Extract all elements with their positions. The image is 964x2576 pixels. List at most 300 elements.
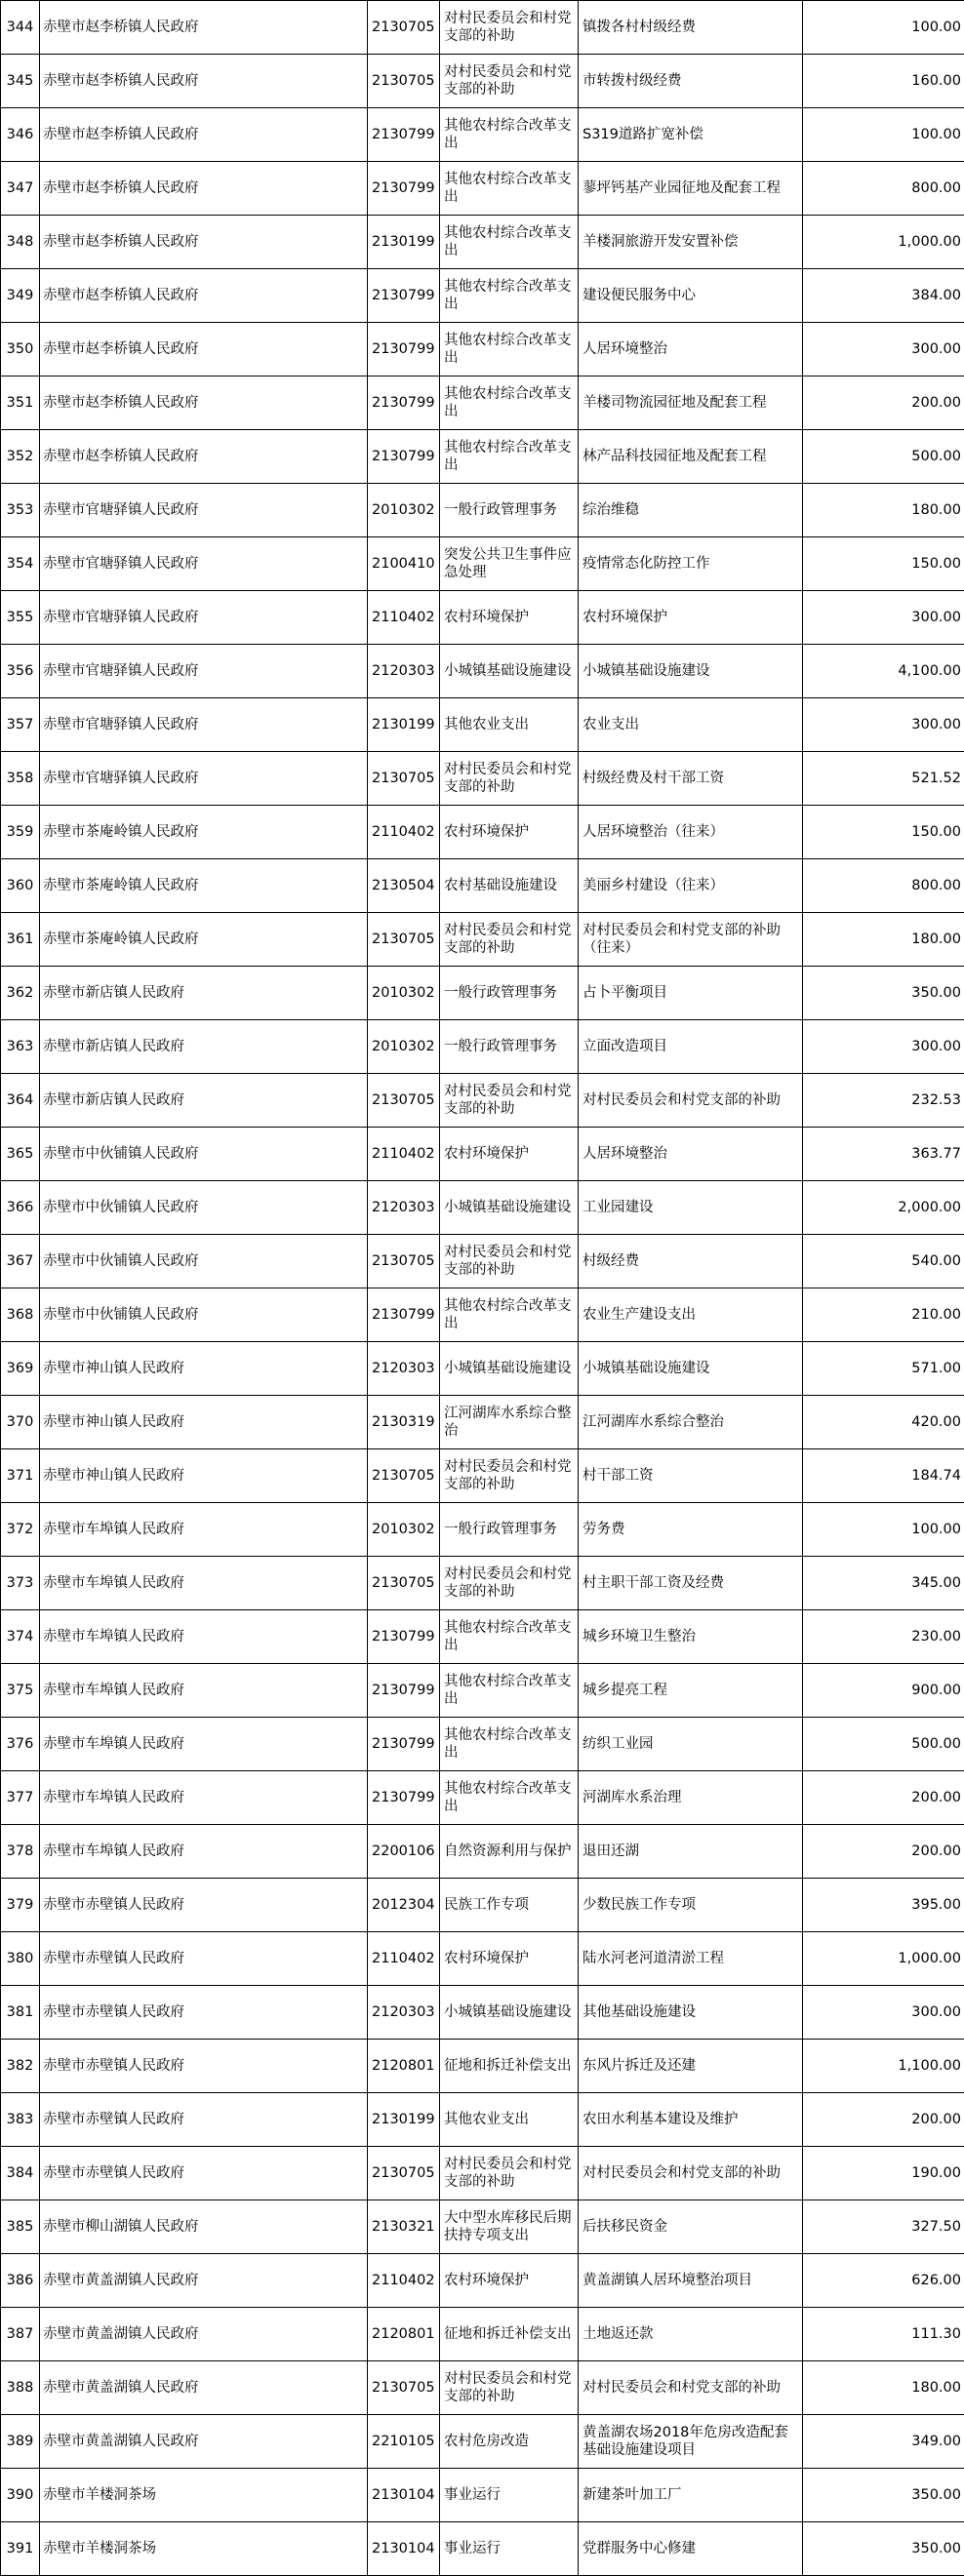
unit-name: 赤壁市赵李桥镇人民政府 xyxy=(40,216,368,269)
unit-name: 赤壁市新店镇人民政府 xyxy=(40,1020,368,1074)
amount: 111.30 xyxy=(803,2308,964,2361)
row-number: 353 xyxy=(1,484,40,537)
row-number: 362 xyxy=(1,967,40,1020)
project-name: 美丽乡村建设（往来） xyxy=(579,859,803,913)
unit-name: 赤壁市柳山湖镇人民政府 xyxy=(40,2200,368,2254)
project-name: 农业生产建设支出 xyxy=(579,1288,803,1342)
subject-code: 2130799 xyxy=(368,1664,440,1718)
unit-name: 赤壁市赵李桥镇人民政府 xyxy=(40,323,368,376)
amount: 4,100.00 xyxy=(803,645,964,698)
row-number: 372 xyxy=(1,1503,40,1557)
amount: 300.00 xyxy=(803,1986,964,2040)
table-row xyxy=(1,1288,964,1342)
table-row xyxy=(1,2093,964,2147)
subject-name: 小城镇基础设施建设 xyxy=(440,1181,579,1235)
unit-name: 赤壁市黄盖湖镇人民政府 xyxy=(40,2308,368,2361)
amount: 395.00 xyxy=(803,1879,964,1932)
row-number: 351 xyxy=(1,376,40,430)
amount: 350.00 xyxy=(803,2522,964,2576)
table-row xyxy=(1,55,964,108)
row-number: 354 xyxy=(1,537,40,591)
unit-name: 赤壁市茶庵岭镇人民政府 xyxy=(40,913,368,967)
subject-code: 2130799 xyxy=(368,1718,440,1771)
unit-name: 赤壁市车埠镇人民政府 xyxy=(40,1557,368,1610)
row-number: 373 xyxy=(1,1557,40,1610)
unit-name: 赤壁市官塘驿镇人民政府 xyxy=(40,591,368,645)
table-body xyxy=(1,1,964,2576)
subject-name: 对村民委员会和村党支部的补助 xyxy=(440,2147,579,2200)
table-row xyxy=(1,2469,964,2522)
project-name: 农业支出 xyxy=(579,698,803,752)
subject-name: 小城镇基础设施建设 xyxy=(440,645,579,698)
unit-name: 赤壁市车埠镇人民政府 xyxy=(40,1718,368,1771)
subject-name: 突发公共卫生事件应急处理 xyxy=(440,537,579,591)
subject-name: 自然资源利用与保护 xyxy=(440,1825,579,1879)
subject-name: 其他农村综合改革支出 xyxy=(440,162,579,216)
unit-name: 赤壁市赵李桥镇人民政府 xyxy=(40,430,368,484)
row-number: 366 xyxy=(1,1181,40,1235)
table-row xyxy=(1,323,964,376)
unit-name: 赤壁市车埠镇人民政府 xyxy=(40,1503,368,1557)
amount: 300.00 xyxy=(803,591,964,645)
table-row xyxy=(1,1074,964,1128)
row-number: 382 xyxy=(1,2040,40,2093)
subject-code: 2130104 xyxy=(368,2522,440,2576)
amount: 100.00 xyxy=(803,1,964,55)
project-name: 镇拨各村村级经费 xyxy=(579,1,803,55)
subject-name: 农村环境保护 xyxy=(440,2254,579,2308)
subject-code: 2130705 xyxy=(368,913,440,967)
row-number: 383 xyxy=(1,2093,40,2147)
subject-code: 2110402 xyxy=(368,2254,440,2308)
row-number: 357 xyxy=(1,698,40,752)
subject-name: 小城镇基础设施建设 xyxy=(440,1986,579,2040)
subject-name: 一般行政管理事务 xyxy=(440,967,579,1020)
row-number: 388 xyxy=(1,2361,40,2415)
subject-code: 2210105 xyxy=(368,2415,440,2469)
subject-name: 对村民委员会和村党支部的补助 xyxy=(440,55,579,108)
table-row xyxy=(1,1664,964,1718)
table-row xyxy=(1,376,964,430)
subject-code: 2130799 xyxy=(368,1771,440,1825)
table-row xyxy=(1,108,964,162)
subject-code: 2130199 xyxy=(368,216,440,269)
table-row xyxy=(1,216,964,269)
unit-name: 赤壁市新店镇人民政府 xyxy=(40,1074,368,1128)
subject-code: 2130705 xyxy=(368,1235,440,1288)
project-name: 羊楼洞旅游开发安置补偿 xyxy=(579,216,803,269)
unit-name: 赤壁市神山镇人民政府 xyxy=(40,1449,368,1503)
amount: 800.00 xyxy=(803,859,964,913)
project-name: 城乡环境卫生整治 xyxy=(579,1610,803,1664)
subject-name: 其他农村综合改革支出 xyxy=(440,1288,579,1342)
unit-name: 赤壁市官塘驿镇人民政府 xyxy=(40,484,368,537)
amount: 184.74 xyxy=(803,1449,964,1503)
row-number: 355 xyxy=(1,591,40,645)
project-name: 对村民委员会和村党支部的补助 xyxy=(579,1074,803,1128)
amount: 180.00 xyxy=(803,2361,964,2415)
subject-name: 农村环境保护 xyxy=(440,806,579,859)
subject-name: 大中型水库移民后期扶持专项支出 xyxy=(440,2200,579,2254)
table-row xyxy=(1,1718,964,1771)
subject-code: 2130199 xyxy=(368,698,440,752)
amount: 180.00 xyxy=(803,913,964,967)
table-row xyxy=(1,1449,964,1503)
project-name: 劳务费 xyxy=(579,1503,803,1557)
table-row xyxy=(1,1020,964,1074)
project-name: 农村环境保护 xyxy=(579,591,803,645)
table-row xyxy=(1,484,964,537)
subject-code: 2120801 xyxy=(368,2308,440,2361)
amount: 345.00 xyxy=(803,1557,964,1610)
row-number: 380 xyxy=(1,1932,40,1986)
subject-name: 事业运行 xyxy=(440,2469,579,2522)
project-name: 江河湖库水系综合整治 xyxy=(579,1396,803,1449)
subject-code: 2012304 xyxy=(368,1879,440,1932)
table-row xyxy=(1,967,964,1020)
subject-name: 其他农村综合改革支出 xyxy=(440,323,579,376)
table-row xyxy=(1,645,964,698)
subject-name: 对村民委员会和村党支部的补助 xyxy=(440,913,579,967)
row-number: 356 xyxy=(1,645,40,698)
unit-name: 赤壁市茶庵岭镇人民政府 xyxy=(40,859,368,913)
subject-code: 2010302 xyxy=(368,484,440,537)
project-name: 新建茶叶加工厂 xyxy=(579,2469,803,2522)
row-number: 345 xyxy=(1,55,40,108)
project-name: 黄盖湖农场2018年危房改造配套基础设施建设项目 xyxy=(579,2415,803,2469)
row-number: 370 xyxy=(1,1396,40,1449)
subject-name: 一般行政管理事务 xyxy=(440,1020,579,1074)
amount: 200.00 xyxy=(803,1771,964,1825)
row-number: 358 xyxy=(1,752,40,806)
unit-name: 赤壁市赵李桥镇人民政府 xyxy=(40,376,368,430)
table-row xyxy=(1,752,964,806)
subject-code: 2110402 xyxy=(368,591,440,645)
amount: 363.77 xyxy=(803,1128,964,1181)
table-row xyxy=(1,1771,964,1825)
row-number: 371 xyxy=(1,1449,40,1503)
amount: 190.00 xyxy=(803,2147,964,2200)
unit-name: 赤壁市赤壁镇人民政府 xyxy=(40,2147,368,2200)
project-name: 村级经费 xyxy=(579,1235,803,1288)
row-number: 350 xyxy=(1,323,40,376)
row-number: 389 xyxy=(1,2415,40,2469)
subject-code: 2110402 xyxy=(368,1932,440,1986)
amount: 300.00 xyxy=(803,323,964,376)
row-number: 381 xyxy=(1,1986,40,2040)
project-name: 对村民委员会和村党支部的补助（往来） xyxy=(579,913,803,967)
row-number: 385 xyxy=(1,2200,40,2254)
subject-code: 2130799 xyxy=(368,162,440,216)
table-row xyxy=(1,1503,964,1557)
unit-name: 赤壁市赵李桥镇人民政府 xyxy=(40,108,368,162)
unit-name: 赤壁市官塘驿镇人民政府 xyxy=(40,645,368,698)
table-row xyxy=(1,1396,964,1449)
subject-code: 2130104 xyxy=(368,2469,440,2522)
amount: 800.00 xyxy=(803,162,964,216)
row-number: 376 xyxy=(1,1718,40,1771)
project-name: 立面改造项目 xyxy=(579,1020,803,1074)
row-number: 390 xyxy=(1,2469,40,2522)
project-name: 羊楼司物流园征地及配套工程 xyxy=(579,376,803,430)
project-name: 土地返还款 xyxy=(579,2308,803,2361)
table-row xyxy=(1,913,964,967)
row-number: 387 xyxy=(1,2308,40,2361)
subject-code: 2110402 xyxy=(368,806,440,859)
subject-code: 2130705 xyxy=(368,2361,440,2415)
unit-name: 赤壁市新店镇人民政府 xyxy=(40,967,368,1020)
table-row xyxy=(1,1986,964,2040)
unit-name: 赤壁市中伙铺镇人民政府 xyxy=(40,1181,368,1235)
unit-name: 赤壁市车埠镇人民政府 xyxy=(40,1825,368,1879)
amount: 626.00 xyxy=(803,2254,964,2308)
unit-name: 赤壁市车埠镇人民政府 xyxy=(40,1610,368,1664)
subject-name: 征地和拆迁补偿支出 xyxy=(440,2040,579,2093)
subject-code: 2120303 xyxy=(368,645,440,698)
project-name: 小城镇基础设施建设 xyxy=(579,645,803,698)
project-name: 河湖库水系治理 xyxy=(579,1771,803,1825)
row-number: 378 xyxy=(1,1825,40,1879)
project-name: 村干部工资 xyxy=(579,1449,803,1503)
project-name: 城乡提亮工程 xyxy=(579,1664,803,1718)
subject-code: 2010302 xyxy=(368,1020,440,1074)
subject-name: 事业运行 xyxy=(440,2522,579,2576)
subject-name: 其他农村综合改革支出 xyxy=(440,1664,579,1718)
subject-code: 2130321 xyxy=(368,2200,440,2254)
unit-name: 赤壁市赵李桥镇人民政府 xyxy=(40,1,368,55)
table-row xyxy=(1,2040,964,2093)
project-name: 黄盖湖镇人居环境整治项目 xyxy=(579,2254,803,2308)
subject-name: 对村民委员会和村党支部的补助 xyxy=(440,1449,579,1503)
subject-name: 农村环境保护 xyxy=(440,591,579,645)
amount: 420.00 xyxy=(803,1396,964,1449)
amount: 300.00 xyxy=(803,1020,964,1074)
unit-name: 赤壁市中伙铺镇人民政府 xyxy=(40,1288,368,1342)
row-number: 344 xyxy=(1,1,40,55)
subject-code: 2130319 xyxy=(368,1396,440,1449)
project-name: 少数民族工作专项 xyxy=(579,1879,803,1932)
subject-name: 民族工作专项 xyxy=(440,1879,579,1932)
table-row xyxy=(1,1,964,55)
row-number: 369 xyxy=(1,1342,40,1396)
subject-name: 农村基础设施建设 xyxy=(440,859,579,913)
unit-name: 赤壁市官塘驿镇人民政府 xyxy=(40,537,368,591)
table-row xyxy=(1,2254,964,2308)
project-name: 后扶移民资金 xyxy=(579,2200,803,2254)
row-number: 384 xyxy=(1,2147,40,2200)
subject-code: 2130799 xyxy=(368,376,440,430)
subject-name: 其他农村综合改革支出 xyxy=(440,1771,579,1825)
subject-name: 小城镇基础设施建设 xyxy=(440,1342,579,1396)
row-number: 367 xyxy=(1,1235,40,1288)
amount: 100.00 xyxy=(803,108,964,162)
project-name: 村级经费及村干部工资 xyxy=(579,752,803,806)
amount: 200.00 xyxy=(803,1825,964,1879)
row-number: 352 xyxy=(1,430,40,484)
subject-name: 一般行政管理事务 xyxy=(440,484,579,537)
unit-name: 赤壁市车埠镇人民政府 xyxy=(40,1771,368,1825)
table-row xyxy=(1,806,964,859)
subject-name: 其他农村综合改革支出 xyxy=(440,376,579,430)
amount: 150.00 xyxy=(803,537,964,591)
table-row xyxy=(1,859,964,913)
subject-code: 2130799 xyxy=(368,108,440,162)
amount: 500.00 xyxy=(803,1718,964,1771)
subject-name: 其他农村综合改革支出 xyxy=(440,1718,579,1771)
subject-code: 2130705 xyxy=(368,752,440,806)
subject-code: 2130199 xyxy=(368,2093,440,2147)
table-row xyxy=(1,1932,964,1986)
subject-code: 2200106 xyxy=(368,1825,440,1879)
row-number: 374 xyxy=(1,1610,40,1664)
row-number: 377 xyxy=(1,1771,40,1825)
table-row xyxy=(1,591,964,645)
row-number: 349 xyxy=(1,269,40,323)
subject-code: 2130705 xyxy=(368,1449,440,1503)
table-row xyxy=(1,162,964,216)
subject-name: 江河湖库水系综合整治 xyxy=(440,1396,579,1449)
table-row xyxy=(1,1879,964,1932)
unit-name: 赤壁市中伙铺镇人民政府 xyxy=(40,1235,368,1288)
subject-code: 2100410 xyxy=(368,537,440,591)
row-number: 391 xyxy=(1,2522,40,2576)
subject-code: 2110402 xyxy=(368,1128,440,1181)
subject-code: 2120303 xyxy=(368,1986,440,2040)
unit-name: 赤壁市赤壁镇人民政府 xyxy=(40,2040,368,2093)
table-row xyxy=(1,2200,964,2254)
unit-name: 赤壁市赤壁镇人民政府 xyxy=(40,1986,368,2040)
unit-name: 赤壁市神山镇人民政府 xyxy=(40,1342,368,1396)
project-name: 市转拨村级经费 xyxy=(579,55,803,108)
unit-name: 赤壁市官塘驿镇人民政府 xyxy=(40,698,368,752)
subject-name: 对村民委员会和村党支部的补助 xyxy=(440,1557,579,1610)
project-name: 综治维稳 xyxy=(579,484,803,537)
unit-name: 赤壁市羊楼洞茶场 xyxy=(40,2469,368,2522)
subject-name: 其他农村综合改革支出 xyxy=(440,1610,579,1664)
subject-code: 2130799 xyxy=(368,1610,440,1664)
unit-name: 赤壁市黄盖湖镇人民政府 xyxy=(40,2254,368,2308)
table-row xyxy=(1,2522,964,2576)
project-name: 东风片拆迁及还建 xyxy=(579,2040,803,2093)
unit-name: 赤壁市茶庵岭镇人民政府 xyxy=(40,806,368,859)
unit-name: 赤壁市赤壁镇人民政府 xyxy=(40,1932,368,1986)
project-name: 农田水利基本建设及维护 xyxy=(579,2093,803,2147)
amount: 200.00 xyxy=(803,376,964,430)
project-name: 对村民委员会和村党支部的补助 xyxy=(579,2147,803,2200)
unit-name: 赤壁市黄盖湖镇人民政府 xyxy=(40,2415,368,2469)
subject-name: 对村民委员会和村党支部的补助 xyxy=(440,1,579,55)
project-name: S319道路扩宽补偿 xyxy=(579,108,803,162)
table-row xyxy=(1,269,964,323)
amount: 349.00 xyxy=(803,2415,964,2469)
table-row xyxy=(1,1342,964,1396)
table-row xyxy=(1,1610,964,1664)
row-number: 368 xyxy=(1,1288,40,1342)
subject-name: 对村民委员会和村党支部的补助 xyxy=(440,752,579,806)
subject-code: 2120303 xyxy=(368,1342,440,1396)
subject-name: 其他农业支出 xyxy=(440,2093,579,2147)
amount: 1,100.00 xyxy=(803,2040,964,2093)
unit-name: 赤壁市羊楼洞茶场 xyxy=(40,2522,368,2576)
table-row xyxy=(1,2361,964,2415)
project-name: 人居环境整治 xyxy=(579,323,803,376)
project-name: 人居环境整治 xyxy=(579,1128,803,1181)
amount: 350.00 xyxy=(803,967,964,1020)
table-row xyxy=(1,537,964,591)
subject-name: 农村环境保护 xyxy=(440,1128,579,1181)
project-name: 纺织工业园 xyxy=(579,1718,803,1771)
amount: 100.00 xyxy=(803,1503,964,1557)
amount: 230.00 xyxy=(803,1610,964,1664)
subject-code: 2130705 xyxy=(368,55,440,108)
amount: 232.53 xyxy=(803,1074,964,1128)
row-number: 386 xyxy=(1,2254,40,2308)
unit-name: 赤壁市赤壁镇人民政府 xyxy=(40,2093,368,2147)
unit-name: 赤壁市神山镇人民政府 xyxy=(40,1396,368,1449)
unit-name: 赤壁市赤壁镇人民政府 xyxy=(40,1879,368,1932)
table-row xyxy=(1,2415,964,2469)
row-number: 361 xyxy=(1,913,40,967)
subject-name: 农村危房改造 xyxy=(440,2415,579,2469)
unit-name: 赤壁市赵李桥镇人民政府 xyxy=(40,269,368,323)
row-number: 346 xyxy=(1,108,40,162)
project-name: 林产品科技园征地及配套工程 xyxy=(579,430,803,484)
amount: 521.52 xyxy=(803,752,964,806)
amount: 384.00 xyxy=(803,269,964,323)
subject-code: 2120801 xyxy=(368,2040,440,2093)
table-row xyxy=(1,1557,964,1610)
row-number: 379 xyxy=(1,1879,40,1932)
unit-name: 赤壁市中伙铺镇人民政府 xyxy=(40,1128,368,1181)
unit-name: 赤壁市黄盖湖镇人民政府 xyxy=(40,2361,368,2415)
subject-code: 2130799 xyxy=(368,1288,440,1342)
subject-name: 其他农村综合改革支出 xyxy=(440,216,579,269)
subject-name: 其他农业支出 xyxy=(440,698,579,752)
subject-name: 对村民委员会和村党支部的补助 xyxy=(440,2361,579,2415)
amount: 150.00 xyxy=(803,806,964,859)
project-name: 小城镇基础设施建设 xyxy=(579,1342,803,1396)
project-name: 退田还湖 xyxy=(579,1825,803,1879)
amount: 1,000.00 xyxy=(803,216,964,269)
project-name: 建设便民服务中心 xyxy=(579,269,803,323)
subject-name: 农村环境保护 xyxy=(440,1932,579,1986)
project-name: 对村民委员会和村党支部的补助 xyxy=(579,2361,803,2415)
project-name: 其他基础设施建设 xyxy=(579,1986,803,2040)
amount: 210.00 xyxy=(803,1288,964,1342)
amount: 900.00 xyxy=(803,1664,964,1718)
table-row xyxy=(1,2308,964,2361)
subject-name: 其他农村综合改革支出 xyxy=(440,108,579,162)
row-number: 348 xyxy=(1,216,40,269)
row-number: 360 xyxy=(1,859,40,913)
row-number: 365 xyxy=(1,1128,40,1181)
row-number: 363 xyxy=(1,1020,40,1074)
amount: 300.00 xyxy=(803,698,964,752)
project-name: 村主职干部工资及经费 xyxy=(579,1557,803,1610)
project-name: 占卜平衡项目 xyxy=(579,967,803,1020)
subject-code: 2130705 xyxy=(368,1074,440,1128)
unit-name: 赤壁市赵李桥镇人民政府 xyxy=(40,162,368,216)
table-row xyxy=(1,698,964,752)
project-name: 工业园建设 xyxy=(579,1181,803,1235)
amount: 500.00 xyxy=(803,430,964,484)
amount: 200.00 xyxy=(803,2093,964,2147)
table-row xyxy=(1,1128,964,1181)
subject-code: 2010302 xyxy=(368,967,440,1020)
table-row xyxy=(1,430,964,484)
unit-name: 赤壁市官塘驿镇人民政府 xyxy=(40,752,368,806)
subject-name: 一般行政管理事务 xyxy=(440,1503,579,1557)
